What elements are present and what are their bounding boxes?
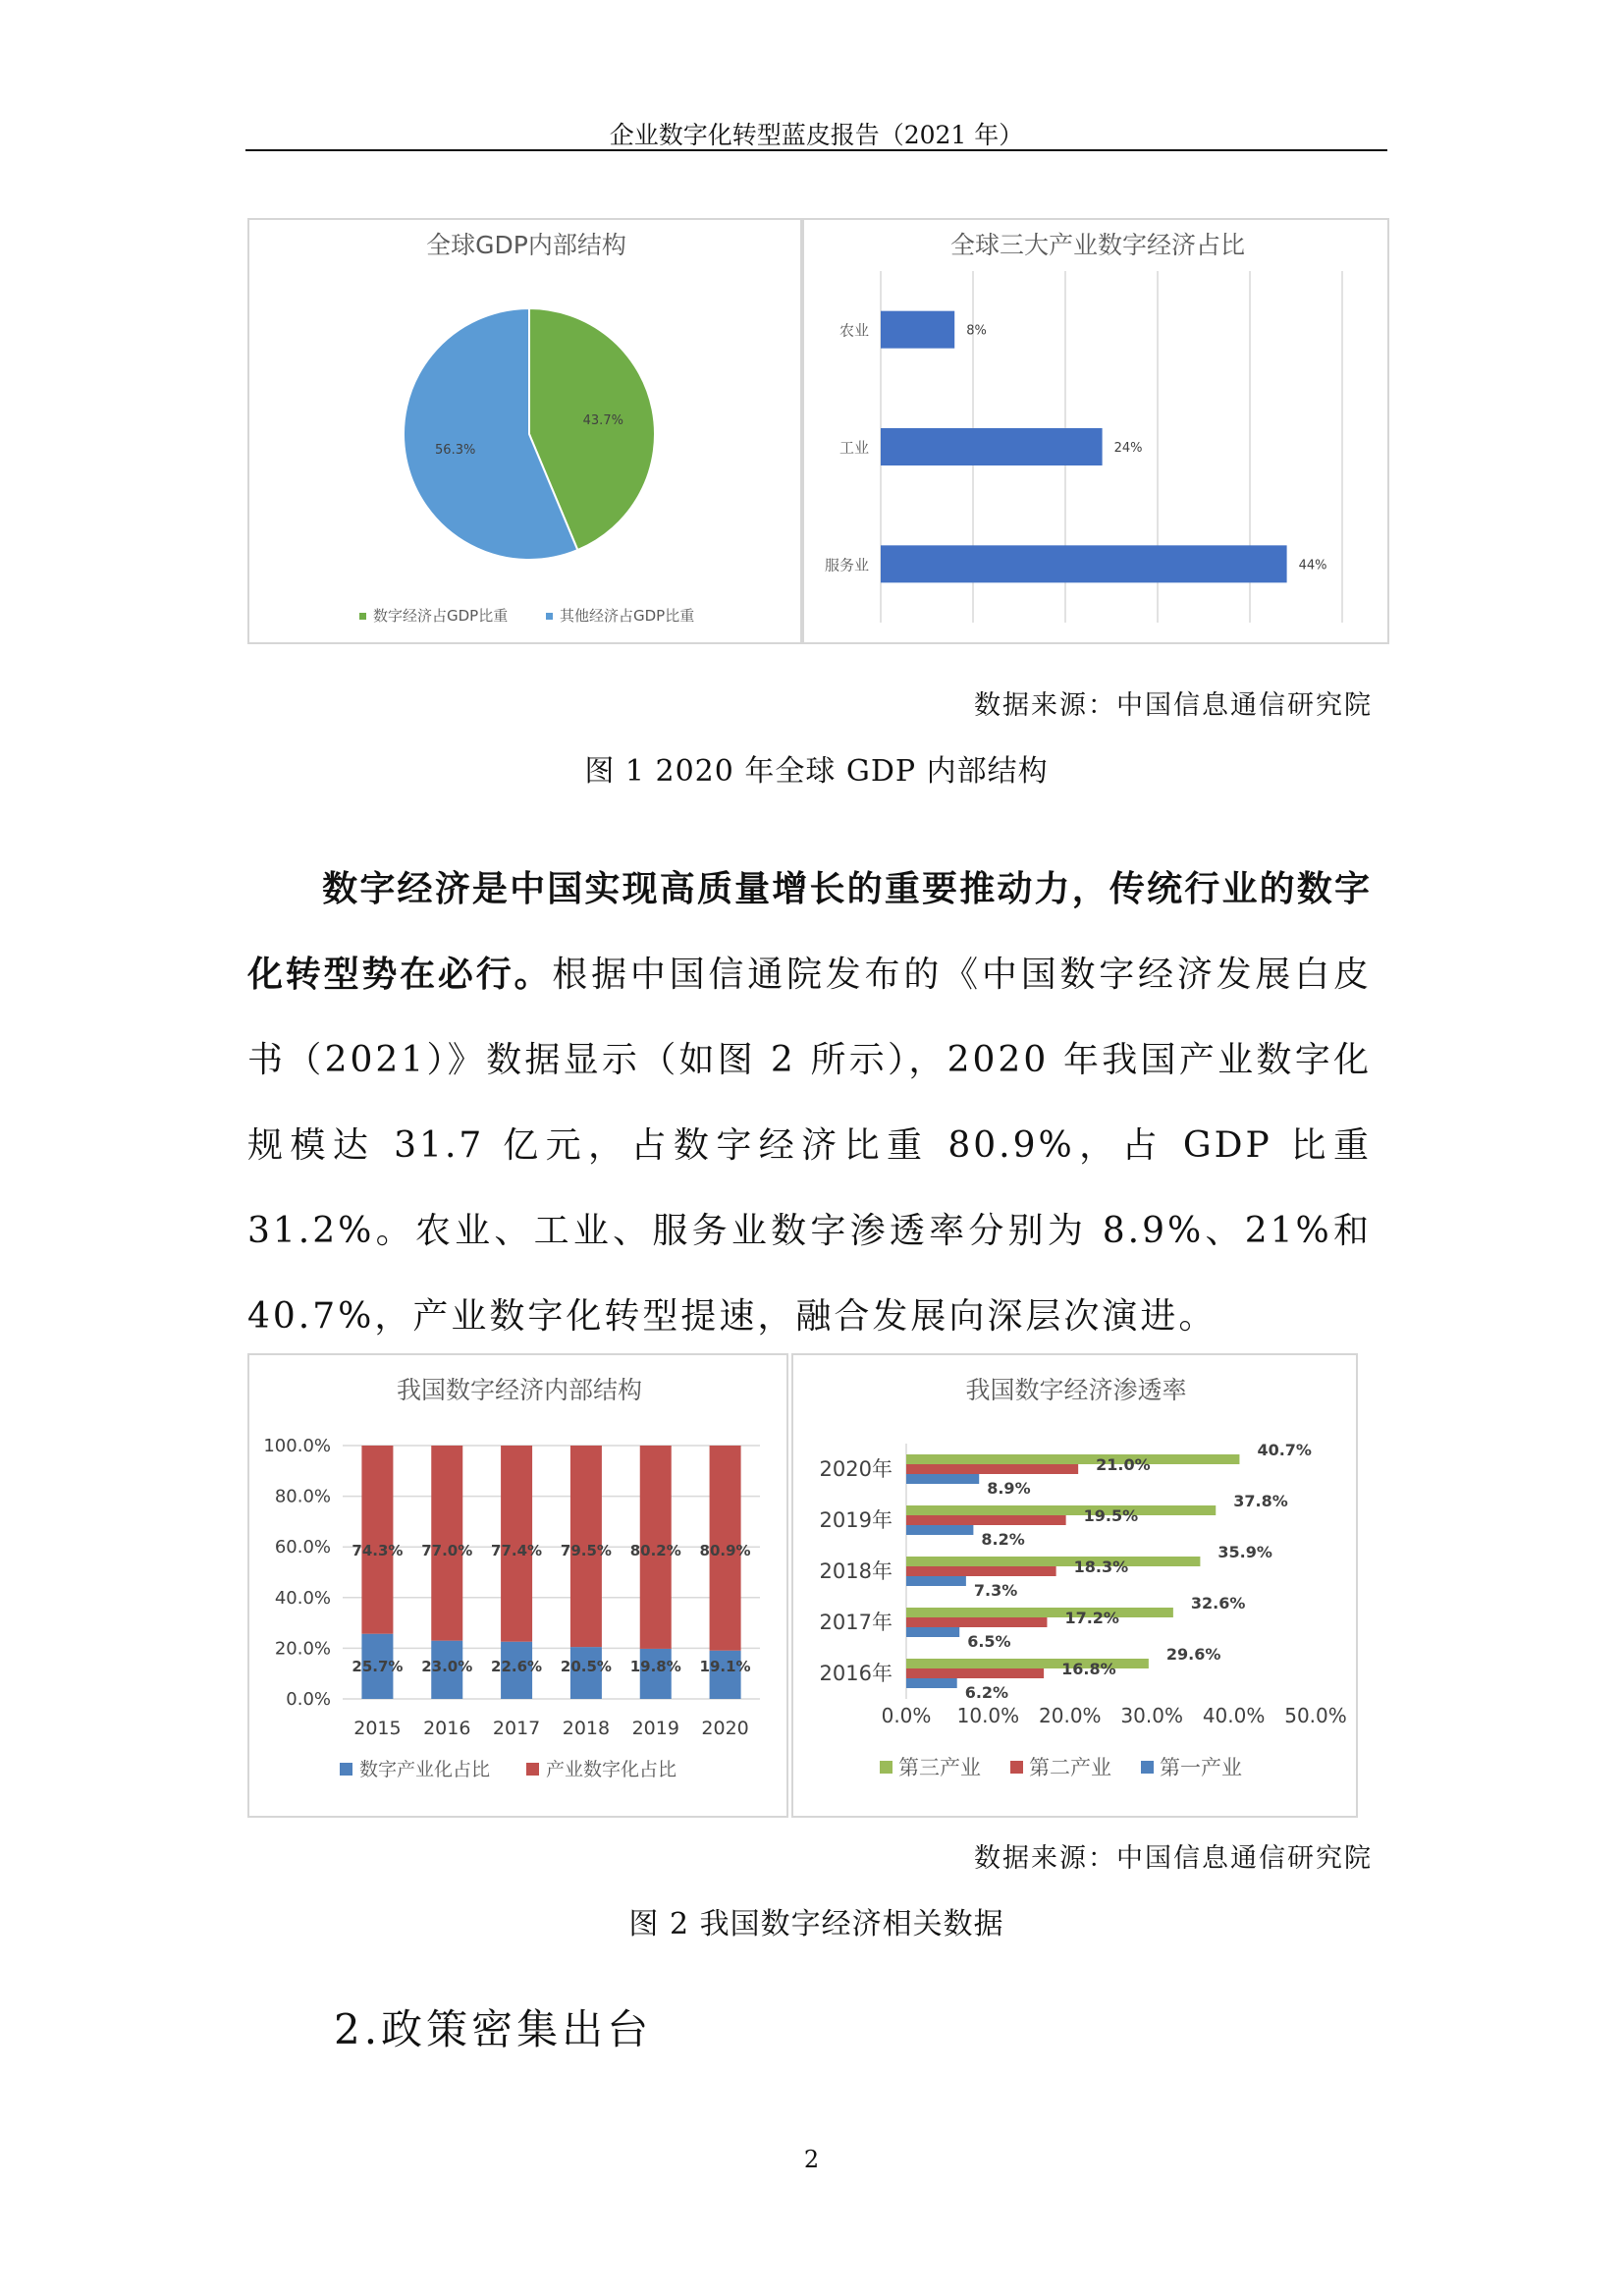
section-heading: 2.政策密集出台: [334, 2005, 653, 2053]
y-tick-label: 100.0%: [263, 1436, 331, 1456]
y-tick-label: 20.0%: [274, 1638, 331, 1660]
bar: [906, 1566, 1056, 1576]
bar: [881, 311, 954, 349]
data-label: 8.9%: [987, 1479, 1031, 1498]
y-tick-label: 40.0%: [274, 1587, 331, 1609]
bar: [906, 1505, 1216, 1515]
legend-swatch: [526, 1763, 539, 1776]
category-label: 2019年: [819, 1508, 893, 1532]
bar: [906, 1678, 957, 1688]
data-label: 77.4%: [491, 1542, 543, 1559]
bar: [906, 1464, 1078, 1474]
body-paragraph: [247, 847, 1372, 1359]
legend-label: 数字经济占GDP比重: [373, 607, 509, 625]
y-tick-label: 80.0%: [274, 1486, 331, 1507]
legend-label: 第二产业: [1029, 1756, 1111, 1779]
data-label: 80.2%: [629, 1542, 681, 1559]
pie-chart: [249, 220, 804, 646]
data-label: 77.0%: [421, 1542, 473, 1559]
category-label: 工业: [839, 439, 869, 457]
header-rule: [245, 149, 1387, 151]
data-label: 8.2%: [981, 1530, 1025, 1549]
legend-label: 产业数字化占比: [546, 1759, 677, 1780]
x-tick-label: 50.0%: [1284, 1704, 1347, 1727]
data-label: 7.3%: [973, 1581, 1018, 1600]
data-label: 23.0%: [421, 1658, 473, 1675]
penetration-chart-panel: [791, 1353, 1358, 1818]
body-text: 根据中国信通院发布的《中国数字经济发展白皮书（2021）》数据显示（如图 2 所示），2020 年我国产业数字化规模达 31.7 亿元，占数字经济比重 80.9%，占 GDP 比重 31.2%。农业、工业、服务业数字渗透率分别为 8.9%、21%和 40.7%，产业数字化转型提速，融合发展向深层次演进。: [247, 955, 1372, 1337]
category-label: 服务业: [824, 556, 869, 574]
figure2-caption: 图 2 我国数字经济相关数据: [628, 1907, 1004, 1941]
x-tick-label: 10.0%: [956, 1704, 1020, 1727]
category-label: 2016年: [819, 1662, 893, 1685]
figure1-source: 数据来源：中国信息通信研究院: [974, 690, 1373, 721]
data-label: 32.6%: [1190, 1594, 1246, 1613]
legend-swatch: [880, 1761, 893, 1774]
x-tick-label: 2018: [562, 1718, 611, 1739]
industry-bar-chart: [804, 220, 1391, 646]
x-tick-label: 2019: [631, 1718, 679, 1739]
y-tick-label: 60.0%: [274, 1537, 331, 1558]
y-tick-label: 0.0%: [286, 1689, 331, 1710]
legend-swatch: [340, 1763, 352, 1776]
data-label: 80.9%: [699, 1542, 751, 1559]
data-label: 19.8%: [629, 1658, 681, 1675]
bar: [906, 1454, 1239, 1464]
data-label: 29.6%: [1165, 1645, 1221, 1664]
data-label: 6.5%: [967, 1632, 1011, 1651]
structure-chart-panel: [247, 1353, 788, 1818]
chart-title: 全球三大产业数字经济占比: [949, 231, 1246, 259]
legend-label: 其他经济占GDP比重: [560, 607, 695, 625]
data-label: 37.8%: [1233, 1492, 1288, 1510]
figure1-caption: 图 1 2020 年全球 GDP 内部结构: [584, 754, 1049, 789]
category-label: 2018年: [819, 1559, 893, 1583]
data-label: 18.3%: [1073, 1558, 1129, 1576]
bar: [881, 428, 1103, 465]
bar: [906, 1627, 959, 1637]
data-label: 25.7%: [352, 1658, 404, 1675]
bar: [906, 1557, 1200, 1566]
data-label: 21.0%: [1096, 1455, 1151, 1474]
data-label: 24%: [1113, 441, 1143, 456]
bar: [906, 1668, 1044, 1678]
legend-swatch: [1010, 1761, 1023, 1774]
data-label: 6.2%: [964, 1683, 1009, 1702]
data-label: 79.5%: [560, 1542, 612, 1559]
legend-swatch: [359, 613, 366, 620]
penetration-bar-chart: [793, 1355, 1360, 1820]
data-label: 74.3%: [352, 1542, 404, 1559]
x-tick-label: 30.0%: [1120, 1704, 1183, 1727]
bar: [906, 1576, 966, 1586]
category-label: 农业: [839, 321, 869, 340]
pie-data-label: 43.7%: [582, 412, 623, 428]
figure2-source: 数据来源：中国信息通信研究院: [974, 1843, 1373, 1874]
body-emphasis: 数字经济是中国实现高质量增长的重要推动力，传统行业的数字化转型势在必行。: [247, 869, 1372, 995]
category-label: 2017年: [819, 1611, 893, 1634]
category-label: 2020年: [819, 1457, 893, 1481]
chart-title: 全球GDP内部结构: [426, 231, 626, 259]
data-label: 44%: [1298, 558, 1327, 574]
pie-chart-panel: [247, 218, 802, 644]
data-label: 35.9%: [1217, 1543, 1272, 1561]
legend-swatch: [546, 613, 553, 620]
structure-stacked-chart: [249, 1355, 790, 1820]
legend-label: 第一产业: [1160, 1756, 1242, 1779]
x-tick-label: 2020: [701, 1718, 749, 1739]
x-tick-label: 20.0%: [1039, 1704, 1102, 1727]
running-header: 企业数字化转型蓝皮报告（2021 年）: [609, 121, 1024, 149]
bar: [906, 1617, 1047, 1627]
data-label: 19.1%: [699, 1658, 751, 1675]
pie-data-label: 56.3%: [435, 443, 476, 459]
legend-label: 第三产业: [898, 1756, 981, 1779]
data-label: 20.5%: [560, 1658, 612, 1675]
data-label: 8%: [966, 323, 987, 339]
bar: [906, 1525, 973, 1535]
legend-swatch: [1141, 1761, 1154, 1774]
bar: [881, 545, 1287, 582]
bar-segment: [361, 1446, 393, 1634]
chart-title: 我国数字经济渗透率: [965, 1376, 1187, 1404]
x-tick-label: 2017: [492, 1718, 541, 1739]
data-label: 22.6%: [491, 1658, 543, 1675]
chart-title: 我国数字经济内部结构: [396, 1376, 643, 1404]
legend-label: 数字产业化占比: [359, 1759, 491, 1780]
bar: [906, 1608, 1173, 1617]
industry-bar-chart-panel: [802, 218, 1389, 644]
x-tick-label: 2015: [353, 1718, 402, 1739]
data-label: 17.2%: [1064, 1609, 1119, 1627]
data-label: 16.8%: [1061, 1660, 1116, 1678]
page-number: 2: [803, 2146, 820, 2173]
x-tick-label: 2016: [423, 1718, 471, 1739]
x-tick-label: 0.0%: [881, 1704, 932, 1727]
data-label: 40.7%: [1257, 1441, 1312, 1459]
bar: [906, 1474, 979, 1484]
bar: [906, 1515, 1066, 1525]
data-label: 19.5%: [1083, 1506, 1139, 1525]
x-tick-label: 40.0%: [1202, 1704, 1266, 1727]
